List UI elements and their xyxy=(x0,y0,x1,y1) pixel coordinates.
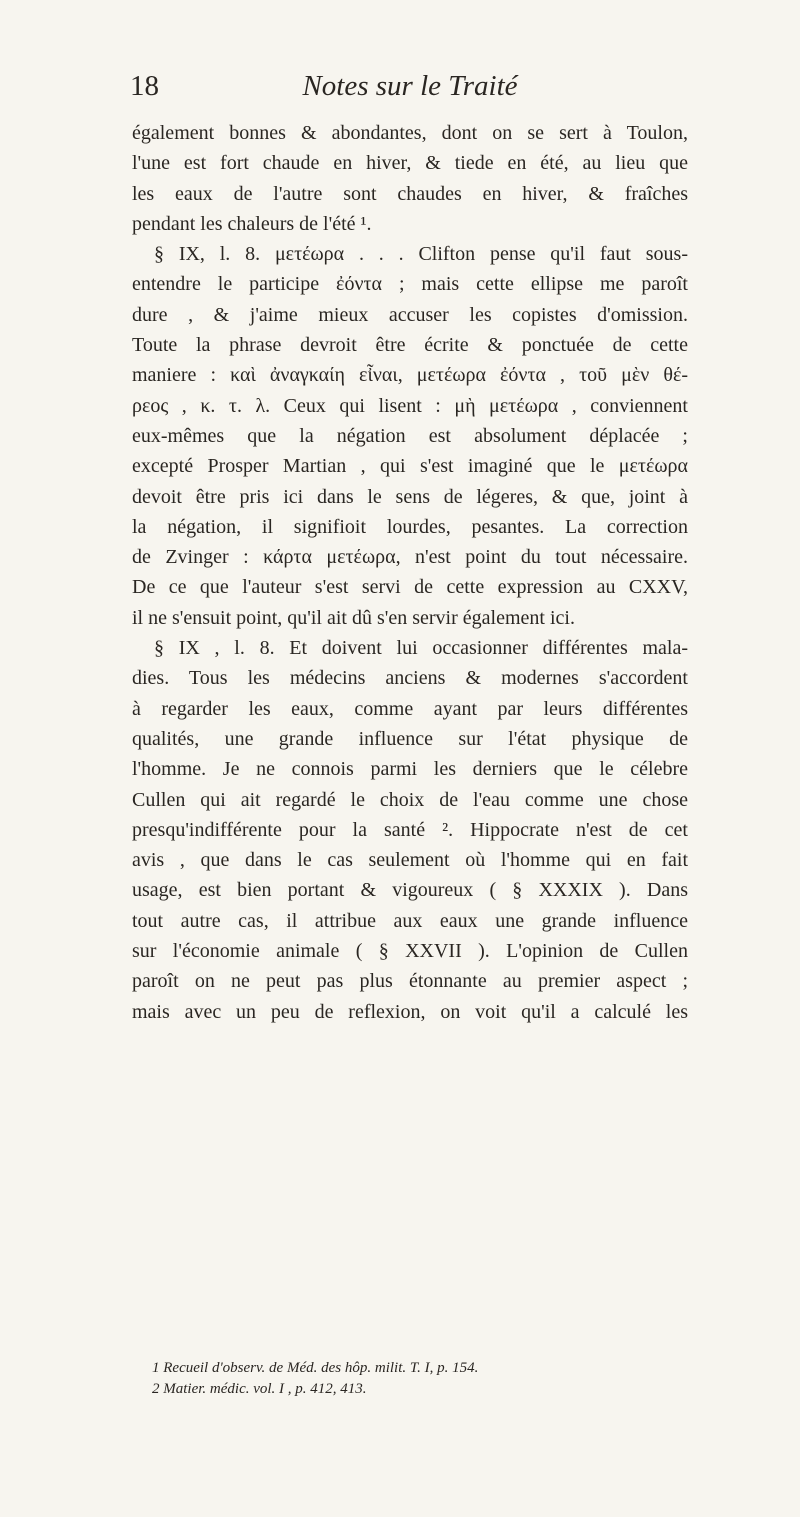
text-line: Toute la phrase devroit être écrite & ponctuée de cette xyxy=(132,334,688,357)
text-line: pendant les chaleurs de l'été ¹. xyxy=(132,212,372,235)
text-line: § IX, l. 8. μετέωρα . . . Clifton pense qu'il faut sous- xyxy=(154,243,688,266)
footnote: 1 Recueil d'observ. de Méd. des hôp. milit. T. I, p. 154. xyxy=(152,1360,479,1376)
text-line: également bonnes & abondantes, dont on se sert à Toulon, xyxy=(132,122,688,144)
text-line: Cullen qui ait regardé le choix de l'eau comme une chose xyxy=(132,788,688,811)
text-line: à regarder les eaux, comme ayant par leurs différentes xyxy=(132,697,688,720)
text-line: devoit être pris ici dans le sens de légeres, & que, joint à xyxy=(132,485,688,508)
text-line: dure , & j'aime mieux accuser les copistes d'omission. xyxy=(132,303,688,326)
text-line: maniere : καὶ ἀναγκαίη εἶναι, μετέωρα ἐόντα , τοῦ μὲν θέ- xyxy=(132,364,688,387)
text-line: dies. Tous les médecins anciens & modernes s'accordent xyxy=(132,667,688,690)
text-line: avis , que dans le cas seulement où l'homme qui en fait xyxy=(132,849,688,872)
text-line: presqu'indifférente pour la santé ². Hippocrate n'est de cet xyxy=(132,818,688,841)
text-line: excepté Prosper Martian , qui s'est imaginé que le μετέωρα xyxy=(132,455,688,478)
page-number: 18 xyxy=(130,70,159,102)
footnote: 2 Matier. médic. vol. I , p. 412, 413. xyxy=(152,1381,367,1397)
text-line: paroît on ne peut pas plus étonnante au premier aspect ; xyxy=(132,970,688,993)
text-line: ρεος , κ. τ. λ. Ceux qui lisent : μὴ μετέωρα , conviennent xyxy=(132,394,688,417)
text-line: mais avec un peu de reflexion, on voit qu'il a calculé les xyxy=(132,1000,688,1023)
body-text xyxy=(132,118,688,1027)
text-line: de Zvinger : κάρτα μετέωρα, n'est point du tout nécessaire. xyxy=(132,546,688,569)
text-line: les eaux de l'autre sont chaudes en hiver, & fraîches xyxy=(132,182,688,205)
text-line: tout autre cas, il attribue aux eaux une grande influence xyxy=(132,909,688,932)
page-header xyxy=(130,70,690,110)
footnotes xyxy=(152,1358,692,1400)
text-line: l'homme. Je ne connois parmi les derniers que le célebre xyxy=(132,758,688,781)
text-line: § IX , l. 8. Et doivent lui occasionner différentes mala- xyxy=(154,637,688,660)
text-line: De ce que l'auteur s'est servi de cette expression au CXXV, xyxy=(132,576,688,599)
text-line: eux-mêmes que la négation est absolument déplacée ; xyxy=(132,424,688,447)
running-title: Notes sur le Traité xyxy=(302,70,518,102)
text-line: entendre le participe ἐόντα ; mais cette ellipse me paroît xyxy=(132,273,688,296)
text-line: l'une est fort chaude en hiver, & tiede en été, au lieu que xyxy=(132,152,688,175)
text-line: il ne s'ensuit point, qu'il ait dû s'en servir également ici. xyxy=(132,606,575,629)
text-line: la négation, il signifioit lourdes, pesantes. La correction xyxy=(132,515,688,538)
text-line: qualités, une grande influence sur l'état physique de xyxy=(132,727,688,750)
text-line: sur l'économie animale ( § XXVII ). L'opinion de Cullen xyxy=(132,940,688,963)
text-line: usage, est bien portant & vigoureux ( § XXXIX ). Dans xyxy=(132,879,688,902)
